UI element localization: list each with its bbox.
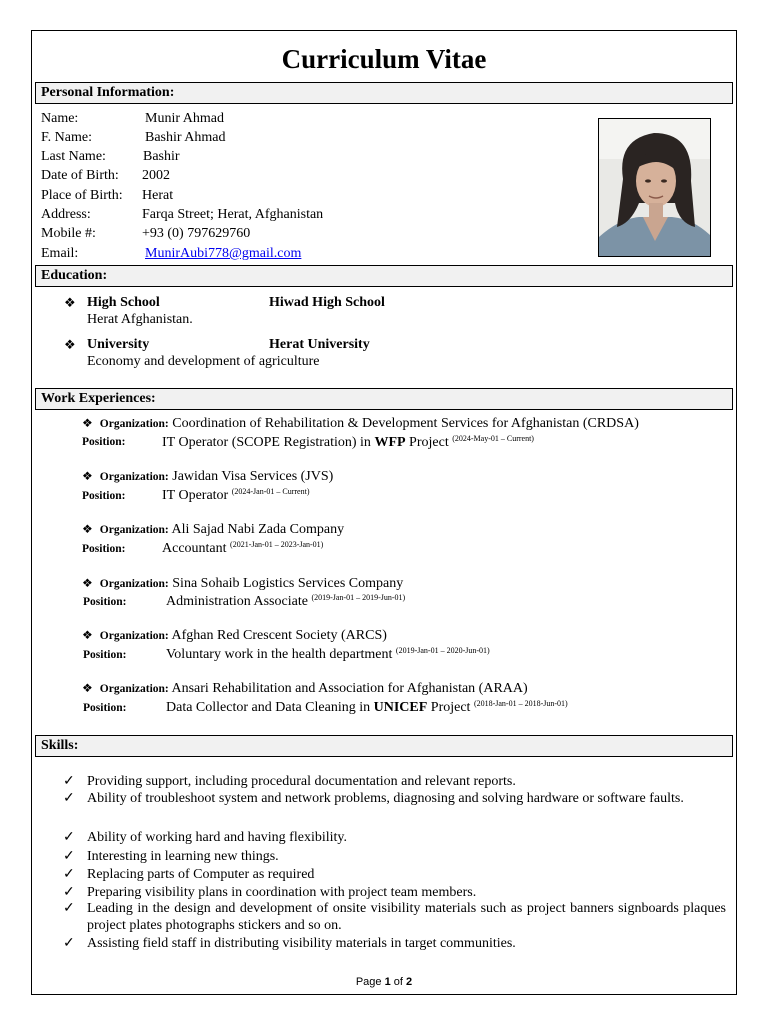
mobile-label: Mobile #: <box>41 226 96 241</box>
position-text: IT Operator (SCOPE Registration) in <box>162 435 375 450</box>
diamond-bullet-icon: ❖ <box>82 576 93 590</box>
profile-photo-image <box>599 119 711 257</box>
position-value <box>162 540 323 557</box>
organization-label: Organization: <box>99 524 169 536</box>
diamond-bullet-icon: ❖ <box>82 681 93 695</box>
education-detail: Economy and development of agriculture <box>87 354 320 369</box>
organization-label: Organization: <box>99 471 169 483</box>
checkmark-icon: ✓ <box>63 830 75 845</box>
position-text: Accountant <box>162 541 231 556</box>
checkmark-icon: ✓ <box>63 849 75 864</box>
position-text: Voluntary work in the health department <box>166 647 396 662</box>
organization-name: Ansari Rehabilitation and Association for Afghanistan (ARAA) <box>171 681 528 696</box>
skill-item: Providing support, including procedural documentation and relevant reports. <box>87 774 516 789</box>
lastname-value: Bashir <box>143 149 180 164</box>
work-organization <box>82 628 387 644</box>
position-label: Position: <box>82 490 126 502</box>
skill-item: Ability of working hard and having flexibility. <box>87 830 347 845</box>
address-label: Address: <box>41 207 91 222</box>
position-dates: (2018-Jan-01 – 2018-Jun-01) <box>473 699 568 708</box>
page-number-total: 2 <box>406 976 413 988</box>
page-number <box>0 976 768 988</box>
position-dates: (2019-Jan-01 – 2019-Jun-01) <box>311 593 406 602</box>
email-label: Email: <box>41 246 79 261</box>
education-institution: Herat University <box>269 337 370 352</box>
position-label: Position: <box>83 596 127 608</box>
position-dates: (2024-May-01 – Current) <box>452 434 534 443</box>
lastname-label: Last Name: <box>41 149 106 164</box>
skill-item: Leading in the design and development of onsite visibility materials such as project banners signboards plaques project plates photographs stickers and so on. <box>87 901 726 933</box>
skill-item: Ability of troubleshoot system and network problems, diagnosing and solving hardware or software faults. <box>87 791 684 806</box>
position-dates: (2021-Jan-01 – 2023-Jan-01) <box>230 540 324 549</box>
fname-value: Bashir Ahmad <box>145 130 226 145</box>
position-dates: (2024-Jan-01 – Current) <box>231 487 310 496</box>
position-value <box>166 646 490 663</box>
skill-item: Replacing parts of Computer as required <box>87 867 315 882</box>
position-org-bold: WFP <box>374 435 406 450</box>
checkmark-icon: ✓ <box>63 867 75 882</box>
checkmark-icon: ✓ <box>63 791 75 806</box>
position-value <box>162 434 534 451</box>
work-organization <box>82 469 333 485</box>
position-value <box>162 487 309 504</box>
mobile-value: +93 (0) 797629760 <box>142 226 251 241</box>
education-detail: Herat Afghanistan. <box>87 312 193 327</box>
work-organization <box>82 416 639 432</box>
checkmark-icon: ✓ <box>63 885 75 900</box>
diamond-bullet-icon: ❖ <box>82 416 93 430</box>
skill-item: Assisting field staff in distributing visibility materials in target communities. <box>87 936 516 951</box>
position-dates: (2019-Jan-01 – 2020-Jun-01) <box>395 646 490 655</box>
organization-name: Ali Sajad Nabi Zada Company <box>171 522 345 537</box>
position-org-bold: UNICEF <box>373 700 428 715</box>
page-number-mid: of <box>390 976 407 988</box>
email-link[interactable]: MunirAubi778@gmail.com <box>145 246 302 261</box>
checkmark-icon: ✓ <box>63 936 75 951</box>
dob-label: Date of Birth: <box>41 168 119 183</box>
work-organization <box>82 522 344 538</box>
pob-value: Herat <box>142 188 174 203</box>
page-number-prefix: Page <box>355 976 385 988</box>
section-skills-header: Skills: <box>35 735 733 757</box>
organization-label: Organization: <box>99 418 169 430</box>
name-value: Munir Ahmad <box>145 111 224 126</box>
position-label: Position: <box>83 649 127 661</box>
education-degree: High School <box>87 295 160 310</box>
diamond-bullet-icon: ❖ <box>82 628 93 642</box>
position-label: Position: <box>83 702 127 714</box>
position-text-suffix: Project <box>427 700 474 715</box>
organization-name: Sina Sohaib Logistics Services Company <box>172 576 404 591</box>
name-label: Name: <box>41 111 79 126</box>
organization-label: Organization: <box>99 630 169 642</box>
position-label: Position: <box>82 436 126 448</box>
skill-item: Preparing visibility plans in coordination with project team members. <box>87 885 477 900</box>
page-number-current: 1 <box>384 976 391 988</box>
checkmark-icon: ✓ <box>63 774 75 789</box>
position-value <box>166 699 568 716</box>
fname-label: F. Name: <box>41 130 92 145</box>
organization-label: Organization: <box>99 578 169 590</box>
section-work-header: Work Experiences: <box>35 388 733 410</box>
position-text-suffix: Project <box>405 435 453 450</box>
checkmark-icon: ✓ <box>63 901 75 916</box>
work-organization <box>82 576 403 592</box>
address-value: Farqa Street; Herat, Afghanistan <box>142 207 324 222</box>
dob-value: 2002 <box>142 168 170 183</box>
position-text: IT Operator <box>162 488 232 503</box>
education-degree: University <box>87 337 150 352</box>
education-institution: Hiwad High School <box>269 295 385 310</box>
organization-name: Coordination of Rehabilitation & Development Services for Afghanistan (CRDSA) <box>172 416 639 431</box>
document-title: Curriculum Vitae <box>281 44 487 74</box>
work-organization <box>82 681 528 697</box>
diamond-bullet-icon: ❖ <box>82 469 93 483</box>
section-personal-header: Personal Information: <box>35 82 733 104</box>
organization-name: Afghan Red Crescent Society (ARCS) <box>171 628 387 643</box>
organization-label: Organization: <box>99 683 169 695</box>
diamond-bullet-icon: ❖ <box>64 295 76 310</box>
organization-name: Jawidan Visa Services (JVS) <box>172 469 334 484</box>
position-value <box>166 593 405 610</box>
position-text: Data Collector and Data Cleaning in <box>166 700 374 715</box>
diamond-bullet-icon: ❖ <box>64 337 76 352</box>
skill-item: Interesting in learning new things. <box>87 849 279 864</box>
position-text: Administration Associate <box>166 594 312 609</box>
position-label: Position: <box>82 543 126 555</box>
profile-photo <box>598 118 711 257</box>
pob-label: Place of Birth: <box>41 188 123 203</box>
section-education-header: Education: <box>35 265 733 287</box>
diamond-bullet-icon: ❖ <box>82 522 93 536</box>
